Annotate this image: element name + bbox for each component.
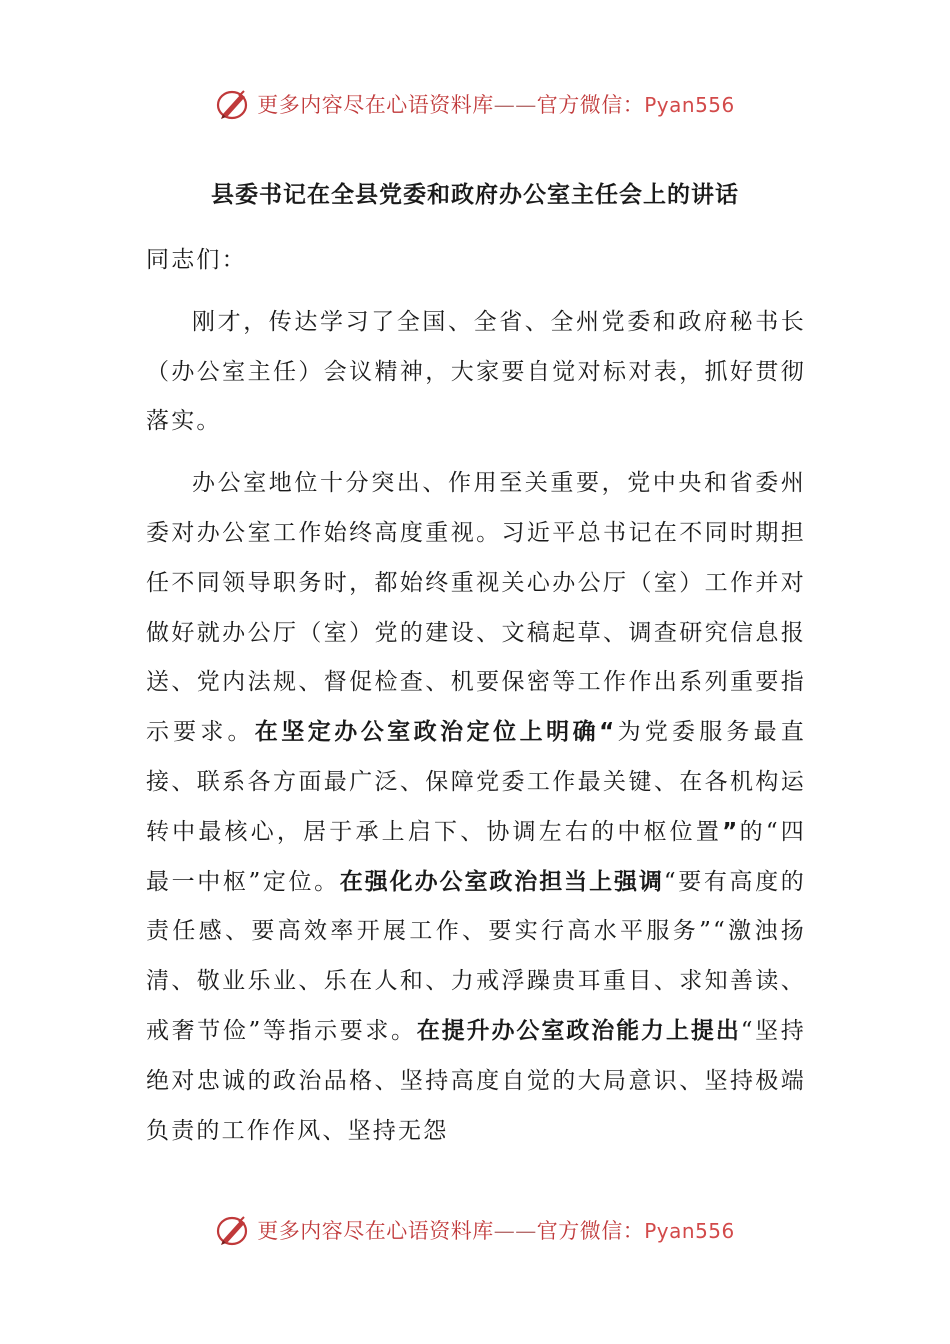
banner-site-text: 更多内容尽在心语资料库 xyxy=(257,1219,494,1243)
banner-wechat-label: 官方微信： xyxy=(536,1219,645,1243)
para2-text-5: “坚持绝对忠诚的政治品格、坚持高度自觉的大局意识、坚持极端负责的工作作风、坚持无怨 xyxy=(146,1017,806,1144)
para2-text-1: 办公室地位十分突出、作用至关重要，党中央和省委州委对办公室工作始终高度重视。习近平总书记在不同时期担任不同领导职务时，都始终重视关心办公厅（室）工作并对做好就办公厅（室）党的建设、文稿起草、调查研究信息报送、党内法规、督促检查、机要保密等工作作出系列重要指示要求。 xyxy=(146,470,806,746)
para2-text-4: “要有高度的责任感、要高效率开展工作、要实行高水平服务”“激浊扬清、敬业乐业、乐在人和、力戒浮躁贵耳重目、求知善读、戒奢节俭”等指示要求。 xyxy=(146,868,806,1044)
banner-wechat-id: Pyan556 xyxy=(644,1219,735,1243)
document-body xyxy=(146,236,806,1156)
para2-bold-2: ” xyxy=(722,818,739,845)
para2-text-2: 为党委服务最直接、联系各方面最广泛、保障党委工作最关键、在各机构运转中最核心，居于承上启下、协调左右的中枢位置 xyxy=(146,719,806,845)
pen-logo-icon xyxy=(215,1212,251,1248)
paragraph-1: 刚才，传达学习了全国、全省、全州党委和政府秘书长（办公室主任）会议精神，大家要自觉对标对表，抓好贯彻落实。 xyxy=(146,308,806,435)
banner-wechat-label: 官方微信： xyxy=(536,93,645,117)
footer-watermark-banner xyxy=(0,1208,950,1252)
para2-bold-3: 在强化办公室政治担当上强调 xyxy=(339,868,664,895)
banner-dash: —— xyxy=(493,1219,537,1243)
para2-bold-1: 在坚定办公室政治定位上明确“ xyxy=(254,719,616,746)
pen-logo-icon xyxy=(215,86,251,122)
document-title: 县委书记在全县党委和政府办公室主任会上的讲话 xyxy=(211,182,739,208)
header-watermark-banner xyxy=(0,82,950,126)
banner-dash: —— xyxy=(493,93,537,117)
banner-site-text: 更多内容尽在心语资料库 xyxy=(257,93,494,117)
banner-wechat-id: Pyan556 xyxy=(644,93,735,117)
paragraph-2 xyxy=(146,459,806,1156)
para2-text-3: 的“四最一中枢”定位。 xyxy=(146,818,806,895)
salutation: 同志们： xyxy=(146,247,247,273)
para2-bold-4: 在提升办公室政治能力上提出 xyxy=(416,1017,741,1044)
